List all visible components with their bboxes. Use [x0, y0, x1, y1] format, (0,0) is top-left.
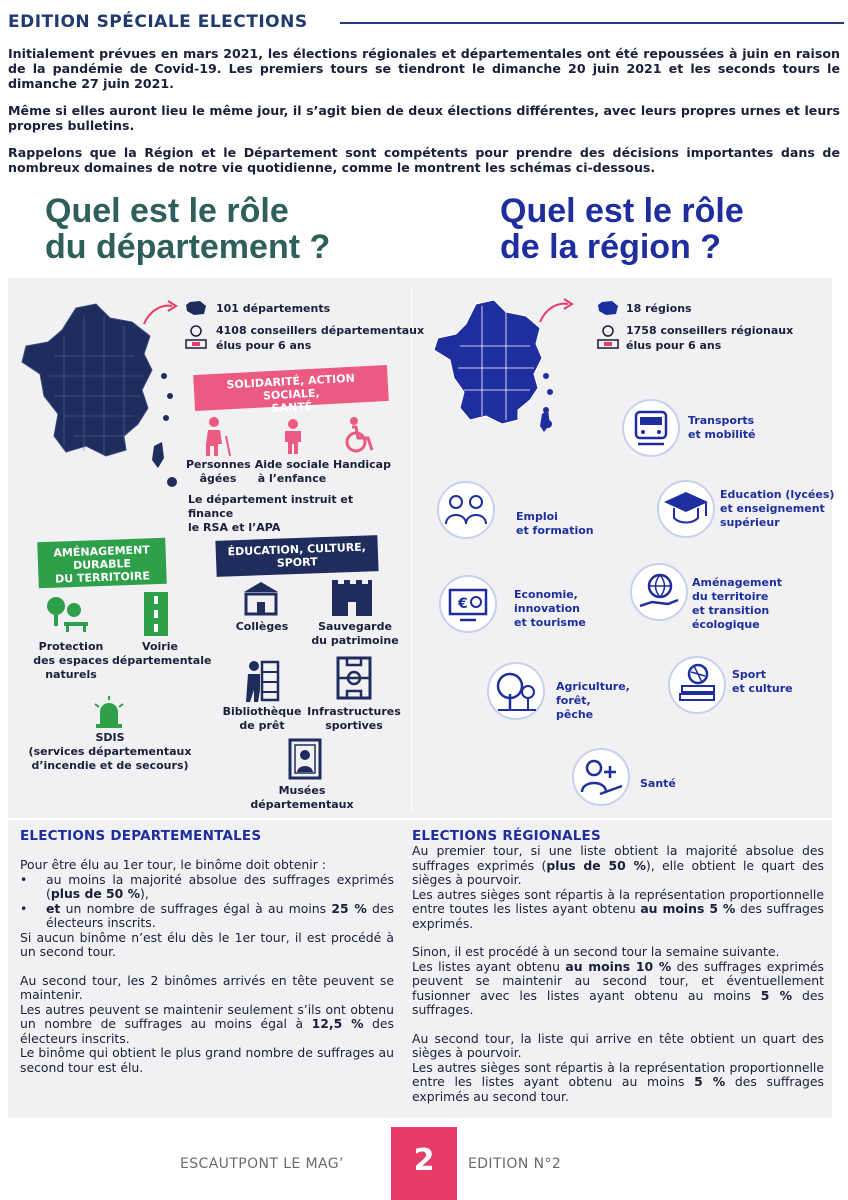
text-run-bold: plus de 50 % — [546, 857, 646, 873]
label-colleges: Collèges — [235, 620, 289, 633]
bullet-dot-icon: • — [20, 871, 28, 887]
wheelchair-icon — [342, 416, 378, 454]
page-number: 2 — [391, 1127, 457, 1200]
road-icon — [144, 592, 168, 636]
label-emploi — [516, 510, 616, 538]
stat-line: élus pour 6 ans — [626, 339, 722, 352]
title-line: du département ? — [45, 228, 331, 266]
title-line: Quel est le rôle — [500, 192, 744, 230]
doctor-icon — [570, 746, 632, 808]
paragraph — [412, 960, 824, 1018]
globe-hand-icon — [628, 562, 690, 622]
header-rule — [340, 22, 844, 24]
banner-education-culture-sport — [215, 535, 378, 577]
label-line: Emploi — [516, 510, 558, 523]
bullet-item — [20, 902, 394, 931]
label-line: Transports — [688, 414, 755, 427]
paragraph — [20, 1003, 394, 1047]
castle-icon — [330, 580, 372, 616]
label-line: d’incendie et de secours) — [31, 759, 189, 772]
bullet-text — [46, 873, 394, 902]
label-line: Voirie — [142, 640, 178, 653]
tree-icon — [484, 660, 548, 722]
text-run: Les autres sièges sont répartis à la représentation proportionnelle entre toutes les listes ayant obtenu — [412, 886, 824, 916]
label-line: et mobilité — [688, 428, 756, 441]
text-run: des suffrages exprimés peuvent se maintenir au second tour, et éventuellement fusionner avec les listes ayant obtenu au moins — [412, 958, 824, 1003]
stat-regions: 18 régions — [626, 302, 692, 315]
footer-magazine-name: ESCAUTPONT LE MAG’ — [180, 1156, 344, 1172]
stat-departements: 101 départements — [216, 302, 331, 315]
section-body — [412, 844, 824, 1104]
paragraph — [412, 1061, 824, 1105]
label-line: et formation — [516, 524, 594, 537]
france-mini-map-icon — [184, 300, 208, 316]
text-run-bold: et — [46, 900, 61, 916]
label-line: supérieur — [720, 516, 780, 529]
label-line: Sauvegarde — [318, 620, 392, 633]
label-line: Agriculture, — [556, 680, 630, 693]
label-personnes-agees — [186, 458, 250, 486]
text-run: Au premier tour, si une liste obtient la majorité absolue des suffrages exprimés ( — [412, 843, 824, 873]
banner-line: AMÉNAGEMENT — [53, 543, 150, 560]
sports-field-icon — [336, 656, 372, 700]
text-run: Les autres peuvent se maintenir seulement s’ils ont obtenu un nombre de suffrages au moins égal à — [20, 1001, 394, 1031]
label-agriculture — [556, 680, 646, 722]
text-run: un nombre de suffrages égal à au moins — [60, 900, 332, 916]
college-building-icon — [242, 582, 280, 616]
section-elections-regionales — [404, 820, 832, 1118]
text-run-bold: 12,5 % — [311, 1016, 364, 1031]
employees-icon — [434, 480, 498, 540]
label-handicap: Handicap — [333, 458, 391, 471]
stat-line: 1758 conseillers régionaux — [626, 324, 794, 337]
title-line: de la région ? — [500, 228, 722, 266]
footer-edition: EDITION N°2 — [468, 1156, 562, 1172]
label-line: Bibliothèque — [222, 705, 302, 718]
svg-text:€: € — [458, 596, 468, 612]
text-run-bold: 5 % — [694, 1074, 726, 1089]
label-sante: Santé — [640, 777, 676, 790]
arrow-icon — [140, 298, 180, 328]
text-run: au moins la majorité absolue des suffrages exprimés ( — [46, 871, 394, 901]
label-line: âgées — [199, 472, 237, 485]
label-line: Protection — [38, 640, 104, 653]
paragraph — [412, 844, 824, 888]
label-line: et culture — [732, 682, 793, 695]
label-line: départementale — [112, 654, 212, 667]
paragraph: Au second tour, la liste qui arrive en tête obtient un quart des sièges à pourvoir. — [412, 1030, 824, 1060]
intro-paragraph: Même si elles auront lieu le même jour, il s’agit bien de deux élections différentes, avec leurs propres urnes et leurs propres bulletins. — [8, 103, 840, 133]
label-line: de prêt — [239, 719, 285, 732]
text-run-bold: plus de 50 % — [50, 886, 141, 901]
text-run-bold: au moins 5 % — [640, 901, 736, 916]
label-infrastructures — [304, 705, 404, 733]
label-line: naturels — [45, 668, 97, 681]
bullet-text — [46, 902, 394, 931]
label-transports — [688, 414, 808, 442]
stat-conseillers-regionaux — [626, 323, 793, 353]
label-economie — [514, 588, 614, 630]
text-run: des suffrages. — [412, 987, 824, 1017]
label-line: et transition écologique — [692, 604, 770, 631]
councillor-icon — [596, 324, 620, 350]
label-voirie — [112, 640, 212, 668]
intro-paragraph: Initialement prévues en mars 2021, les élections régionales et départementales ont été repoussées à juin en raison de la pandémie de Covid-19. Les premiers tours se tiendront le dimanche 20 juin 2021 et les seconds tours le dimanche 27 juin 2021. — [8, 46, 840, 91]
label-line: innovation — [514, 602, 580, 615]
label-line: Education (lycées) — [720, 488, 835, 501]
siren-icon — [92, 696, 126, 728]
france-mini-map-icon — [596, 300, 620, 316]
header-title: EDITION SPÉCIALE ELECTIONS — [8, 12, 308, 32]
label-line: Le département instruit et finance — [188, 493, 354, 520]
museum-portrait-icon — [288, 738, 322, 780]
library-icon — [244, 658, 280, 702]
label-line: Sport — [732, 668, 767, 681]
section-title: ELECTIONS DEPARTEMENTALES — [20, 828, 262, 844]
ball-books-icon — [666, 654, 728, 716]
label-line: pêche — [556, 708, 594, 721]
label-rsa-apa — [188, 493, 388, 535]
label-line: départementaux — [250, 798, 354, 811]
text-run: Les listes ayant obtenu — [412, 958, 566, 974]
train-icon — [620, 398, 682, 458]
banner-line: SANTÉ — [271, 399, 313, 416]
label-line: Aménagement — [692, 576, 783, 589]
label-line: Economie, — [514, 588, 578, 601]
text-run: des électeurs inscrits. — [20, 1016, 394, 1046]
paragraph: Au second tour, les 2 binômes arrivés en tête peuvent se maintenir. — [20, 972, 394, 1002]
text-run: des suffrages exprimés. — [412, 901, 824, 931]
stat-line: 4108 conseillers départementaux — [216, 324, 425, 337]
label-line: et enseignement — [720, 502, 825, 515]
section-elections-departementales — [8, 820, 406, 1118]
banner-line: DURABLE — [72, 556, 132, 573]
park-bench-tree-icon — [44, 594, 90, 634]
label-line: des espaces — [33, 654, 109, 667]
text-run-bold: 25 % — [331, 900, 367, 916]
region-title — [500, 193, 744, 265]
label-education — [720, 488, 840, 530]
bullet-item — [20, 873, 394, 902]
banner-line: SOLIDARITÉ, ACTION SOCIALE, — [226, 371, 356, 403]
label-line: le RSA et l’APA — [188, 521, 281, 534]
label-sport-culture — [732, 668, 822, 696]
label-line: Personnes — [186, 458, 251, 471]
text-run: ), elle obtient le quart des sièges à pourvoir. — [412, 857, 824, 887]
label-line: Infrastructures — [307, 705, 401, 718]
label-line: Musées — [278, 784, 326, 797]
councillor-icon — [184, 324, 208, 350]
label-musees — [246, 784, 358, 812]
label-line: et tourisme — [514, 616, 586, 629]
label-aide-sociale — [254, 458, 330, 486]
label-line: forêt, — [556, 694, 591, 707]
departement-title — [45, 193, 330, 265]
stat-conseillers-departementaux — [216, 323, 424, 353]
paragraph: Pour être élu au 1er tour, le binôme doit obtenir : — [20, 857, 326, 872]
paragraph — [412, 888, 824, 932]
label-amenagement-territoire — [692, 576, 832, 632]
label-line: Aide sociale — [254, 458, 330, 471]
child-icon — [280, 418, 306, 454]
page-header — [8, 10, 844, 38]
text-run: Les autres sièges sont répartis à la représentation proportionnelle entre les listes ayant obtenu au moins — [412, 1059, 824, 1089]
banner-line: ÉDUCATION, CULTURE, — [227, 540, 367, 559]
graduation-cap-icon — [654, 478, 718, 540]
paragraph: Si aucun binôme n’est élu dès le 1er tour, il est procédé à un second tour. — [20, 929, 394, 959]
label-sdis — [20, 731, 200, 773]
banner-amenagement-durable — [37, 538, 167, 588]
intro-paragraph: Rappelons que la Région et le Département sont compétents pour prendre des décisions importantes dans de nombreux domaines de notre vie quotidienne, comme le montrent les schémas ci-dessous. — [8, 145, 840, 175]
text-run-bold: 5 % — [760, 987, 793, 1003]
text-run: des électeurs inscrits. — [46, 900, 394, 930]
label-sauvegarde — [306, 620, 404, 648]
arrow-icon — [536, 296, 576, 326]
elderly-person-icon — [200, 416, 236, 456]
paragraph: Sinon, il est procédé à un second tour la semaine suivante. — [412, 944, 780, 959]
bullet-dot-icon: • — [20, 900, 28, 916]
label-bibliotheque — [220, 705, 304, 733]
panel-divider — [411, 286, 412, 812]
text-run: des suffrages exprimés au second tour. — [412, 1074, 824, 1104]
overseas-regions-icon — [536, 370, 558, 430]
intro-text — [8, 46, 840, 187]
section-title: ELECTIONS RÉGIONALES — [412, 828, 601, 844]
label-line: sportives — [325, 719, 383, 732]
stat-line: élus pour 6 ans — [216, 339, 312, 352]
label-line: du territoire — [692, 590, 769, 603]
section-body — [20, 858, 394, 1075]
paragraph: Le binôme qui obtient le plus grand nombre de suffrages au second tour est élu. — [20, 1045, 394, 1075]
label-line: à l’enfance — [257, 472, 327, 485]
label-protection — [30, 640, 112, 682]
label-line: du patrimoine — [311, 634, 399, 647]
title-line: Quel est le rôle — [45, 192, 289, 230]
banner-line: SPORT — [276, 555, 318, 570]
label-line: (services départementaux — [28, 745, 192, 758]
economy-innovation-icon — [436, 574, 500, 634]
text-run: ), — [140, 886, 149, 901]
label-line: SDIS — [95, 731, 125, 744]
banner-line: DU TERRITOIRE — [54, 569, 151, 586]
text-run-bold: au moins 10 % — [565, 958, 672, 974]
